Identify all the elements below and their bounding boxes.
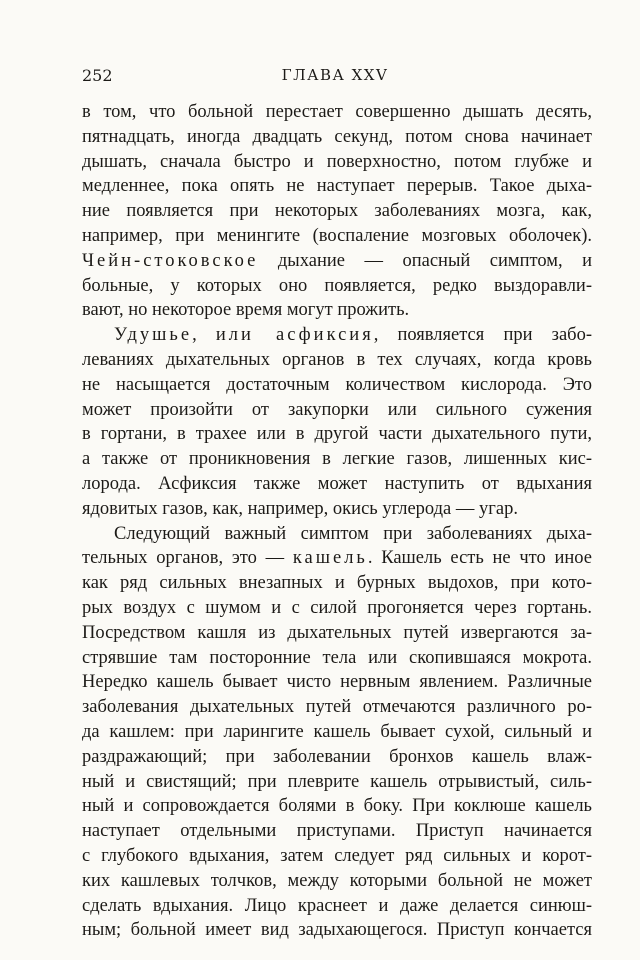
text-line: заболевания дыхательных путей отмечаются различного ро- xyxy=(82,697,592,718)
text-line: тельных органов, это — кашель. Кашель есть не что иное xyxy=(82,548,592,569)
text-line: Следующий важный симптом при заболеваниях дыха- xyxy=(114,523,592,544)
text-line: как ряд сильных внезапных и бурных выдохов, при кото- xyxy=(82,573,592,594)
text-line: например, при менингите (воспаление мозговых оболочек). xyxy=(82,225,592,246)
text-line: дышать, сначала быстро и поверхностно, потом глубже и xyxy=(82,151,592,172)
text-line: вают, но некоторое время могут прожить. xyxy=(82,300,410,321)
text-line: стрявшие там посторонние тела или скопившаяся мокрота. xyxy=(82,647,592,668)
spaced-term: кашель xyxy=(292,548,368,569)
page-header xyxy=(82,66,588,92)
spaced-term: Чейн-стоковское xyxy=(82,250,259,271)
text-line: леваниях дыхательных органов в тех случаях, когда кровь xyxy=(82,349,592,370)
text-line: Удушье, или асфиксия, появляется при забо- xyxy=(114,325,592,346)
text-line: рых воздух с шумом и с силой прогоняется через гортань. xyxy=(82,597,592,618)
text-line: ный и сопровождается болями в боку. При коклюше кашель xyxy=(82,796,592,817)
running-head: ГЛАВА XXV xyxy=(281,66,389,84)
text-line: ядовитых газов, как, например, окись углерода — угар. xyxy=(82,498,518,519)
text-line: ным; больной имеет вид задыхающегося. Приступ кончается xyxy=(82,920,592,941)
text-line: наступает отдельными приступами. Приступ начинается xyxy=(82,821,592,842)
body-text xyxy=(82,100,592,943)
text-line: с глубокого вдыхания, затем следует ряд сильных и корот- xyxy=(82,845,592,866)
text-line: больные, у которых оно появляется, редко выздоравли- xyxy=(82,275,592,296)
text-line: да кашлем: при ларингите кашель бывает сухой, сильный и xyxy=(82,721,592,742)
paragraph-2 xyxy=(82,323,592,521)
spaced-term: или асфиксия xyxy=(215,325,374,346)
paragraph-3 xyxy=(82,522,592,944)
text-line: в гортани, в трахее или в другой части дыхательного пути, xyxy=(82,424,592,445)
text-line: раздражающий; при заболевании бронхов кашель влаж- xyxy=(82,746,592,767)
text-line: а также от проникновения в легкие газов, лишенных кис- xyxy=(82,449,592,470)
text-line: Нередко кашель бывает чисто нервным явлением. Различные xyxy=(82,672,592,693)
text-line: пятнадцать, иногда двадцать секунд, потом снова начинает xyxy=(82,126,592,147)
text-line: медленнее, пока опять не наступает перерыв. Такое дыха- xyxy=(82,176,592,197)
text-line: ких кашлевых толчков, между которыми больной не может xyxy=(82,870,592,891)
text-line: может произойти от закупорки или сильного сужения xyxy=(82,399,592,420)
paragraph-1 xyxy=(82,100,592,323)
text-line: сделать вдыхания. Лицо краснеет и даже делается синюш- xyxy=(82,895,592,916)
text-line: в том, что больной перестает совершенно дышать десять, xyxy=(82,102,592,122)
text-line: ный и свистящий; при плеврите кашель отрывистый, силь- xyxy=(82,771,592,792)
text-line: ние появляется при некоторых заболеваниях мозга, как, xyxy=(82,201,592,222)
text-line: Посредством кашля из дыхательных путей извергаются за- xyxy=(82,622,592,643)
text-line: лорода. Асфиксия также может наступить от вдыхания xyxy=(82,473,592,494)
spaced-term: Удушье xyxy=(114,325,193,346)
page-number: 252 xyxy=(82,66,113,85)
text-line: не насыщается достаточным количеством кислорода. Это xyxy=(82,374,592,395)
text-line: Чейн-стоковское дыхание — опасный симптом, и xyxy=(82,250,592,271)
